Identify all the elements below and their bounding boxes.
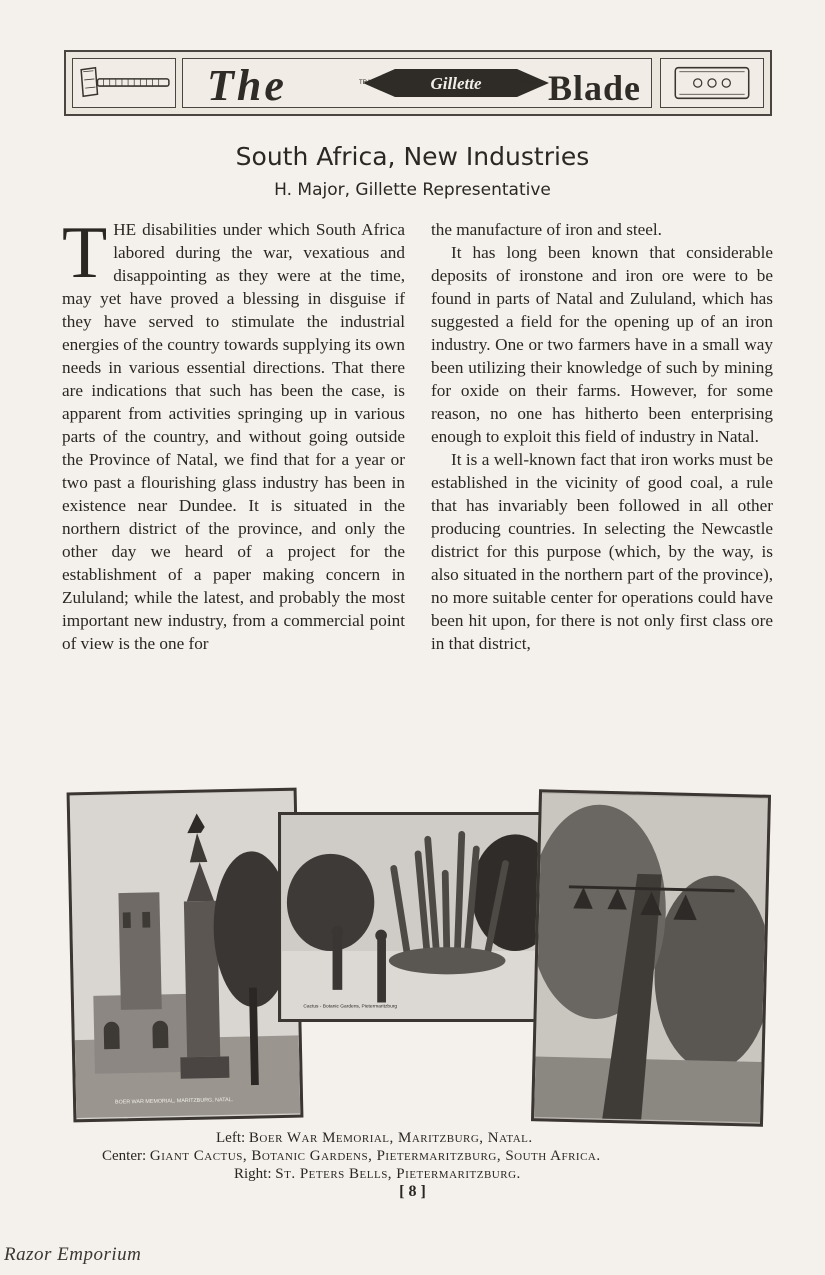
caption-right-text: St. Peters Bells, Pietermaritzburg. [275, 1166, 521, 1182]
article-column-right [431, 218, 773, 655]
caption-center [102, 1147, 601, 1165]
memorial-church-image [70, 791, 301, 1120]
photo-left-label: BOER WAR MEMORIAL, MARITZBURG, NATAL. [114, 1097, 234, 1106]
article-byline: H. Major, Gillette Representative [274, 180, 551, 200]
caption-center-prefix: Center: [102, 1148, 147, 1164]
article-title: South Africa, New Industries [235, 142, 590, 171]
drop-cap: T [62, 212, 108, 294]
masthead-title-panel [182, 58, 652, 108]
razor-illustration [72, 58, 176, 108]
caption-right-prefix: Right: [234, 1166, 272, 1182]
article-paragraph-3: It is a well-known fact that iron works must be established in the vicinity of good coal, a rule that has invariably been followed in all other producing countries. In selecting the Newcastle district for this purpose (which, by the way, is also situated in the northern part of the province), no more suitable center for operations could have been hit upon, for there is not only first class ore in that district, [431, 450, 773, 653]
gillette-logo-text: Gillette [430, 74, 482, 93]
article-column-left [62, 212, 405, 655]
mark-label: MARK [521, 80, 539, 86]
caption-left-prefix: Left: [216, 1130, 246, 1146]
caption-left-text: Boer War Memorial, Maritzburg, Natal. [248, 1130, 533, 1146]
caption-right [234, 1165, 521, 1183]
blade-illustration [660, 58, 764, 108]
photo-st-peters-bells [531, 789, 771, 1127]
masthead-blade: Blade [547, 68, 641, 108]
safety-razor-icon [73, 59, 175, 107]
masthead-the: The [207, 61, 287, 110]
cactus-garden-image [281, 815, 557, 1019]
watermark: Razor Emporium [4, 1244, 142, 1265]
photo-giant-cactus [278, 812, 560, 1022]
caption-center-text: Giant Cactus, Botanic Gardens, Pietermaritzburg, South Africa. [149, 1148, 601, 1164]
article-paragraph-2: It has long been known that considerable deposits of ironstone and iron ore were to be found in parts of Natal and Zululand, which has suggested a field for the opening up of an iron industry. One or two farmers have in a small way been utilizing their knowledge of such by mining for oxide on their farms. However, for some reason, no one has hitherto been enterprising enough to exploit this field of industry in Natal. [431, 243, 773, 446]
photo-center-label: Cactus - Botanic Gardens, Pietermaritzburg [303, 1004, 398, 1010]
trade-label: TRADE [359, 80, 380, 86]
caption-left [216, 1129, 533, 1147]
masthead [64, 50, 772, 116]
razor-blade-icon [661, 59, 763, 107]
article-paragraph-continued: the manufacture of iron and steel. [431, 220, 662, 239]
article-paragraph-1: HE disabilities under which South Africa labored during the war, vexatious and disappointing as they were at the time, may yet have proved a blessing in disguise if they have served to stimulate the industrial energies of the country towards supplying its own needs in various essential directions. That there are indications that such has been the case, is apparent from activities springing up in various parts of the country, and without going outside the Province of Natal, we find that for a year or two past a flourishing glass industry has been in existence near Dundee. It is situated in the northern district of the province, and only the other day we heard of a project for the establishment of a paper making concern in Zululand; while the latest, and probably the most important new industry, from a commercial point of view is the one for [62, 220, 405, 653]
bells-tree-image [534, 792, 768, 1123]
page-number: [ 8 ] [399, 1183, 426, 1200]
photo-boer-war-memorial [67, 788, 304, 1123]
